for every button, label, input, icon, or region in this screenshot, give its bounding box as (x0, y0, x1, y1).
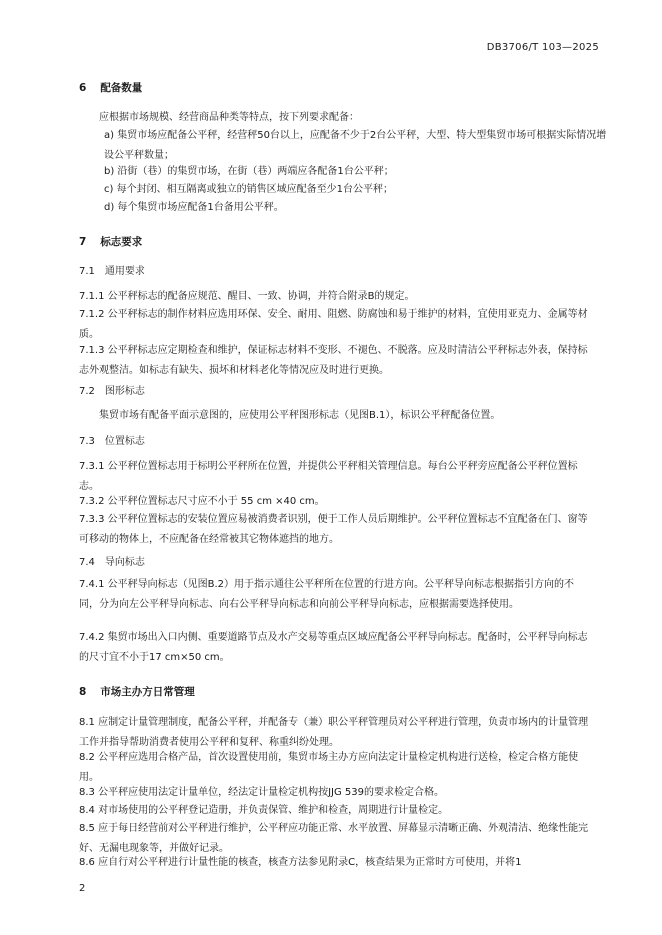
paragraph: 7.1.2 公平秤标志的制作材料应选用环保、安全、耐用、阻燃、防腐蚀和易于维护的材料，宜使用亚克力、金属等材质。 (79, 309, 588, 340)
paragraph: 应根据市场规模、经营商品种类等特点，按下列要求配备： (99, 112, 359, 123)
section-title: 配备数量 (100, 82, 143, 94)
paragraph: 7.1.1 公平秤标志的配备应规范、醒目、一致、协调，并符合附录B的规定。 (79, 291, 415, 302)
document-id-header: DB3706/T 103—2025 (486, 42, 599, 53)
section-title: 通用要求 (104, 266, 145, 277)
paragraph: 8.1 应制定计量管理制度，配备公平秤，并配备专（兼）职公平秤管理员对公平秤进行管理，负责市场内的计量管理工作并指导帮助消费者使用公平秤和复秤、称重纠纷处理。 (79, 717, 589, 748)
section-number: 7 (79, 236, 87, 248)
paragraph: 7.3.2 公平秤位置标志尺寸应不小于 55 cm ×40 cm。 (79, 496, 325, 507)
paragraph: b) 沿街（巷）的集贸市场，在街（巷）两端应各配备1台公平秤； (104, 166, 394, 177)
section-heading (79, 232, 589, 252)
section-title: 市场主办方日常管理 (100, 686, 195, 698)
paragraph: 7.3.3 公平秤位置标志的安装位置应易被消费者识别，便于工作人员后期维护。公平秤位置标志不宜配备在门、窗等可移动的物体上，不应配备在经常被其它物体遮挡的地方。 (79, 514, 588, 545)
paragraph: 7.4.1 公平秤导向标志（见图B.2）用于指示通往公平秤所在位置的行进方向。公平秤导向标志根据指引方向的不同，分为向左公平秤导向标志、向右公平秤导向标志和向前公平秤导向标志，应根据需要选择使用。 (79, 579, 575, 610)
paragraph: 8.6 应自行对公平秤进行计量性能的核查，核查方法参见附录C，核查结果为正常时方可使用，并将1 (79, 857, 522, 868)
section-title: 图形标志 (104, 386, 145, 397)
section-heading (79, 382, 589, 402)
paragraph: 8.3 公平秤应使用法定计量单位，经法定计量检定机构按JJG 539的要求检定合格。 (79, 787, 444, 798)
paragraph: 8.2 公平秤应选用合格产品，首次设置使用前，集贸市场主办方应向法定计量检定机构进行送检，检定合格方能使用。 (79, 752, 579, 783)
section-number: 7.4 (79, 557, 95, 568)
section-title: 位置标志 (104, 436, 145, 447)
paragraph: 7.3.1 公平秤位置标志用于标明公平秤所在位置，并提供公平秤相关管理信息。每台公平秤旁应配备公平秤位置标志。 (79, 461, 578, 492)
section-title: 标志要求 (100, 236, 143, 248)
section-heading (79, 262, 589, 282)
section-number: 8 (79, 686, 87, 698)
paragraph: 集贸市场有配备平面示意图的，应使用公平秤图形标志（见图B.1），标识公平秤配备位置。 (99, 410, 501, 421)
page-number: 2 (79, 883, 86, 894)
section-number: 6 (79, 82, 87, 94)
paragraph: 7.1.3 公平秤标志应定期检查和维护，保证标志材料不变形、不褪色、不脱落。应及时清洁公平秤标志外表，保持标志外观整洁。如标志有缺失、损坏和材料老化等情况应及时进行更换。 (79, 345, 588, 376)
section-heading (79, 682, 589, 702)
paragraph: d) 每个集贸市场应配备1台备用公平秤。 (104, 202, 284, 213)
paragraph: 8.4 对市场使用的公平秤登记造册，并负责保管、维护和检查，周期进行计量检定。 (79, 805, 449, 816)
section-heading (79, 553, 589, 573)
section-heading (79, 78, 589, 98)
section-number: 7.3 (79, 436, 95, 447)
section-heading (79, 432, 589, 452)
paragraph: a) 集贸市场应配备公平秤，经营秤50台以上，应配备不少于2台公平秤，大型、特大型集贸市场可根据实际情况增设公平秤数量； (104, 130, 607, 161)
section-number: 7.1 (79, 266, 95, 277)
paragraph: 7.4.2 集贸市场出入口内侧、重要道路节点及水产交易等重点区域应配备公平秤导向标志。配备时，公平秤导向标志的尺寸宜不小于17 cm×50 cm。 (79, 632, 588, 663)
paragraph: 8.5 应于每日经营前对公平秤进行维护，公平秤应功能正常、水平放置、屏幕显示清晰正确、外观清洁、绝缘性能完好、无漏电现象等，并做好记录。 (79, 823, 589, 854)
section-title: 导向标志 (104, 557, 145, 568)
section-number: 7.2 (79, 386, 95, 397)
paragraph: c) 每个封闭、相互隔离或独立的销售区域应配备至少1台公平秤； (104, 184, 393, 195)
